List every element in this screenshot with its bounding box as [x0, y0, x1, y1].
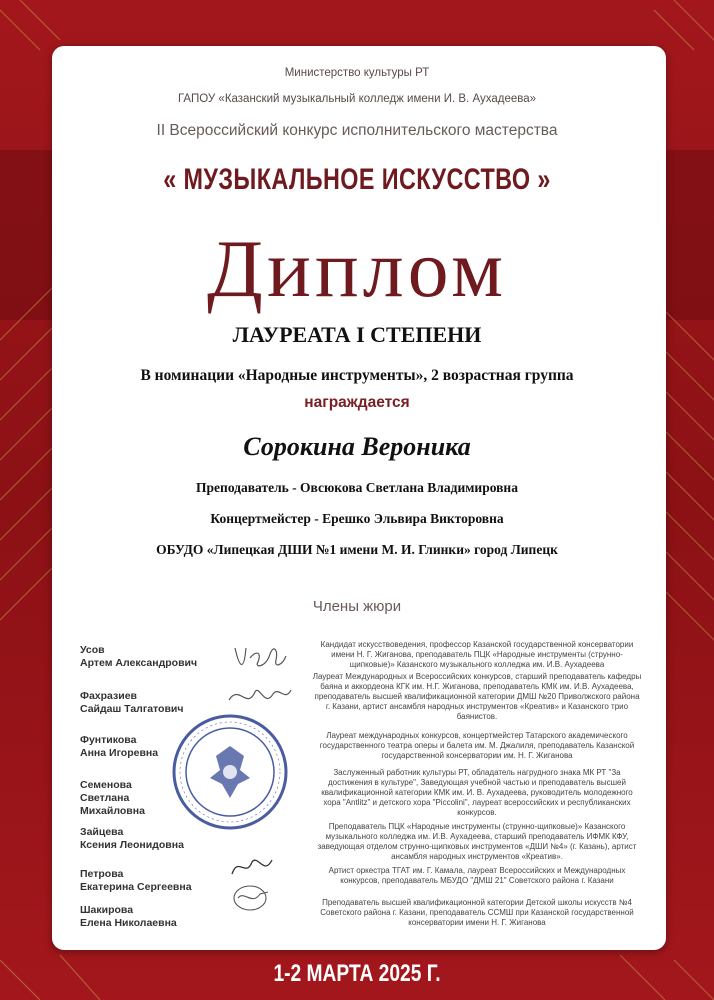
jury-member-desc: Преподаватель высшей квалификационной категории Детской школы искусств №4 Советского района г. Казани, преподаватель ССМШ при Казанской государственной консерватории имени Н. Г. Жиганова [320, 898, 634, 927]
diploma-title: Диплом [207, 223, 507, 314]
recipient-name: Сорокина Вероника [243, 432, 471, 461]
signature-6 [228, 852, 278, 882]
jury-heading: Члены жюри [312, 598, 402, 615]
signature-7 [228, 880, 278, 914]
signature-1 [230, 640, 290, 674]
awarded-line: награждается [304, 394, 410, 411]
jury-member-name [80, 690, 183, 716]
ministry-line: Министерство культуры РТ [284, 67, 430, 79]
accompanist-line: Концертмейстер - Ерешко Эльвира Викторовна [210, 511, 504, 526]
laureate-degree: ЛАУРЕАТА I СТЕПЕНИ [232, 322, 482, 347]
jury-member-desc: Лауреат Международных и Всероссийских конкурсов, старший преподаватель кафедры баяна и аккордеона КГК им. Н.Г. Жиганова, преподаватель КМК им. И.В. Аухадеева, преподаватель высшей квалификационной категории ДМШ №20 Приволжского района г. Казани, артист ансамбля народных инструментов «Креатив» и Казанского трио баянистов. [312, 672, 642, 721]
jury-surname: Петрова [80, 868, 124, 880]
jury-given-names: Елена Николаевна [80, 917, 177, 929]
jury-surname: Зайцева [80, 826, 124, 838]
event-date: 1-2 МАРТА 2025 Г. [273, 960, 441, 987]
jury-member-desc: Лауреат международных конкурсов, концертмейстер Татарского академического государственного театра оперы и балета им. М. Джалиля, преподаватель Казанской государственной консерватории им. Н. Г. Жиганова [319, 731, 635, 760]
jury-surname: Шакирова [80, 904, 134, 916]
jury-given-names: Ксения Леонидовна [80, 839, 184, 851]
jury-member-name [80, 904, 177, 930]
nomination-line: В номинации «Народные инструменты», 2 возрастная группа [140, 367, 574, 384]
jury-member-name [80, 868, 192, 894]
jury-patronymic: Михайловна [80, 805, 145, 817]
jury-member-desc: Кандидат искусствоведения, профессор Казанской государственной консерватории имени Н. Г. Жиганова, преподаватель ПЦК «Народные инструменты (струнно-щипковые)» Казанского музыкального колледжа им. И.В. Аухадеева [320, 640, 634, 669]
contest-line: II Всероссийский конкурс исполнительского мастерства [156, 122, 558, 139]
jury-member-desc: Артист оркестра ТГАТ им. Г. Камала, лауреат Всероссийских и Международных конкурсов, преподаватель МБУДО "ДМШ 21" Советского района г. Казани [328, 866, 626, 885]
jury-member-name [80, 734, 158, 760]
jury-given-names: Артем Александрович [80, 657, 198, 669]
school-line: ОБУДО «Липецкая ДШИ №1 имени М. И. Глинки» город Липецк [156, 542, 558, 557]
college-line: ГАПОУ «Казанский музыкальный колледж имени И. В. Аухадеева» [177, 93, 537, 105]
jury-given-names: Екатерина Сергеевна [80, 881, 192, 893]
jury-surname: Фунтикова [80, 734, 137, 746]
official-stamp [170, 712, 290, 832]
signature-2 [225, 680, 295, 714]
jury-surname: Усов [80, 644, 105, 656]
contest-name: « МУЗЫКАЛЬНОЕ ИСКУССТВО » [163, 163, 551, 196]
jury-surname: Семенова [80, 779, 132, 791]
jury-member-name [80, 779, 145, 818]
jury-given-names: Сайдаш Талгатович [80, 703, 184, 715]
jury-surname: Фахразиев [80, 690, 137, 702]
jury-member-name [80, 826, 184, 852]
jury-member-desc: Преподаватель ПЦК «Народные инструменты (струнно-щипковые)» Казанского музыкального колледжа им. И.В. Аухадеева, старший преподаватель ИФМК КФУ, заведующая отделом струнно-щипковых инструментов «ДШИ №4» (г. Казань), артист ансамбля народных инструментов «Креатив». [317, 822, 637, 861]
jury-member-desc: Заслуженный работник культуры РТ, обладатель нагрудного знака МК РТ "За достижения в культуре", Заведующая учебной частью и преподаватель высшей квалификационной категории КМК им. И. В. Аухадеева, руководитель молодежного хора "Antlitz" и детского хора "Piccolini", лауреат всероссийских и республиканских конкурсов. [321, 768, 633, 817]
jury-given-names: Анна Игоревна [80, 747, 159, 759]
jury-given-names: Светлана [80, 792, 130, 804]
jury-member-name [80, 644, 197, 670]
teacher-line: Преподаватель - Овсюкова Светлана Владимировна [196, 480, 518, 495]
